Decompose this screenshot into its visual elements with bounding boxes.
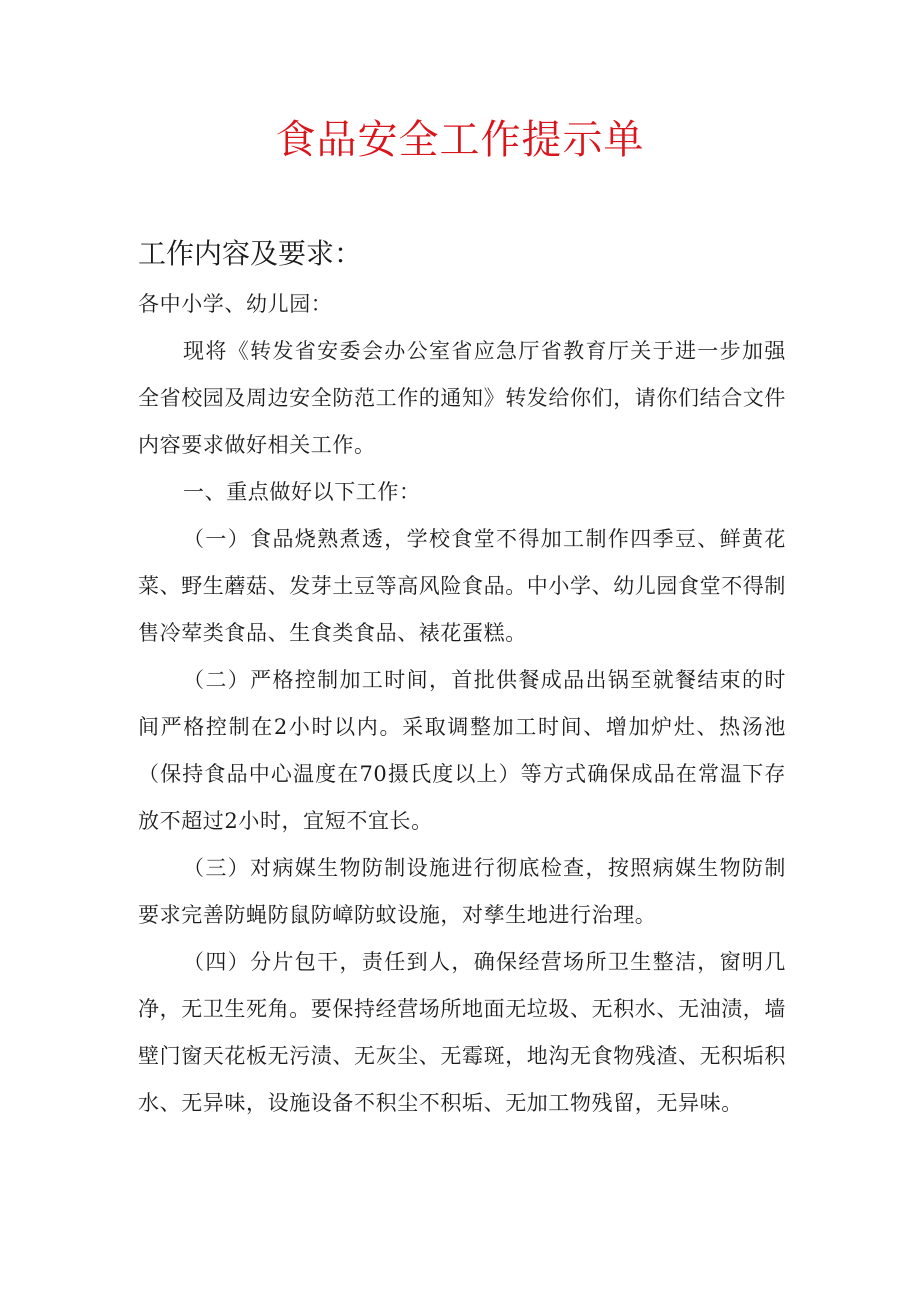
section-heading: 工作内容及要求： xyxy=(138,237,363,270)
item-2-paragraph: （二）严格控制加工时间，首批供餐成品出锅至就餐结束的时间严格控制在2小时以内。采取调整加工时间、增加炉灶、热汤池（保持食品中心温度在70摄氏度以上）等方式确保成品在常温下存放不超过2小时，宜短不宜长。 xyxy=(138,668,786,833)
salutation: 各中小学、幼儿园： xyxy=(138,292,333,316)
intro-paragraph: 现将《转发省安委会办公室省应急厅省教育厅关于进一步加强全省校园及周边安全防范工作的通知》转发给你们，请你们结合文件内容要求做好相关工作。 xyxy=(138,339,786,457)
document-title: 食品安全工作提示单 xyxy=(275,117,645,163)
document-body xyxy=(138,281,786,1127)
section-one-heading: 一、重点做好以下工作： xyxy=(183,480,421,504)
item-3-paragraph: （三）对病媒生物防制设施进行彻底检查，按照病媒生物防制要求完善防蝇防鼠防嶂防蚊设施，对孳生地进行治理。 xyxy=(138,856,786,927)
item-4-paragraph: （四）分片包干，责任到人，确保经营场所卫生整洁，窗明几净，无卫生死角。要保持经营场所地面无垃圾、无积水、无油渍，墙壁门窗天花板无污渍、无灰尘、无霉斑，地沟无食物残渣、无积垢积水、无异味，设施设备不积尘不积垢、无加工物残留，无异味。 xyxy=(138,950,786,1115)
item-1-paragraph: （一）食品烧熟煮透，学校食堂不得加工制作四季豆、鲜黄花菜、野生蘑菇、发芽土豆等高风险食品。中小学、幼儿园食堂不得制售冷荤类食品、生食类食品、裱花蛋糕。 xyxy=(138,527,786,645)
